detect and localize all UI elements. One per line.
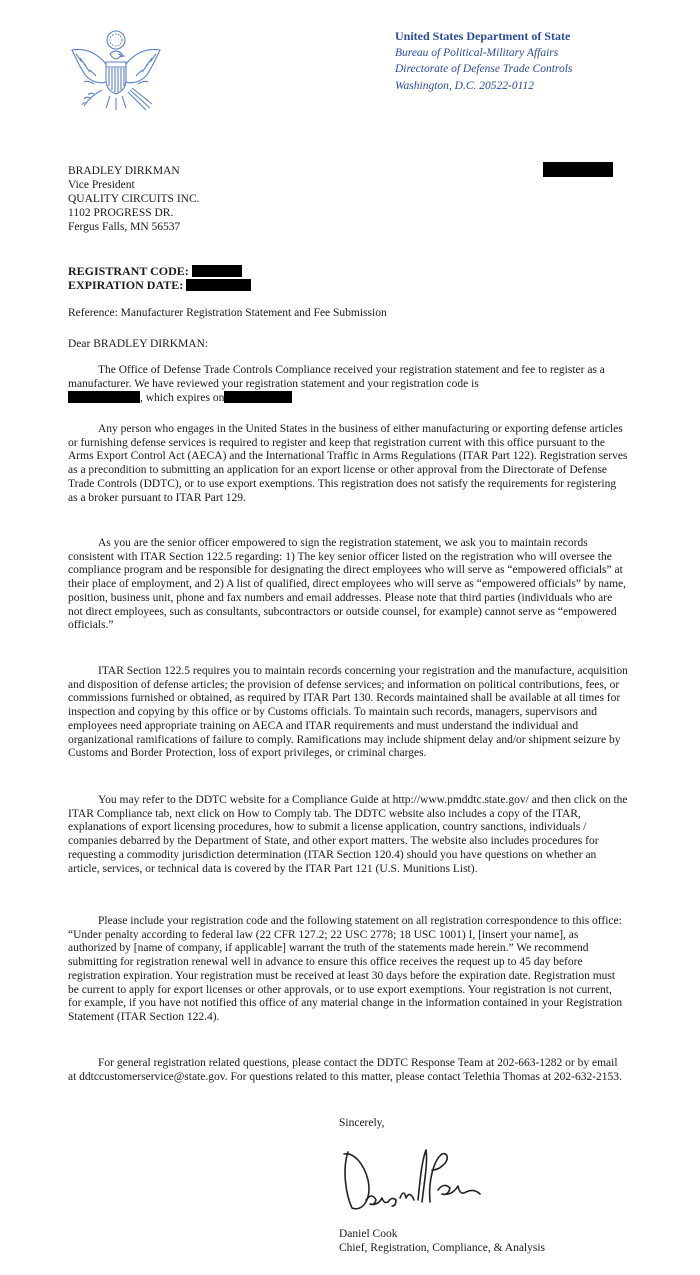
redacted-expiry [224, 391, 292, 403]
paragraph-4-text: ITAR Section 122.5 requires you to maintain records concerning your registration and the manufacture, acquisition and disposition of defense articles; the provision of defense services; and information on political contributions, fees, or commissions furnished or obtained, as required by ITAR Part 130. Records maintained shall be available at all times for inspection and copying by this office or by Customs officials. To maintain such records, managers, supervisors and employees need appropriate training on AECA and ITAR requirements and must understand the individual and organizational ramifications of failure to comply. Ramifications may include shipment delay and/or shipment seizure by Customs and Border Protection, loss of export privileges, or criminal charges. [68, 665, 628, 760]
paragraph-6 [68, 915, 628, 1025]
registration-block [68, 264, 251, 292]
signer-block [339, 1227, 545, 1255]
paragraph-2-text: Any person who engages in the United States in the business of either manufacturing or exporting defense articles or furnishing defense services is required to register and keep that registration current with this office pursuant to the Arms Export Control Act (AECA) and the International Traffic in Arms Regulations (ITAR Part 122). Registration serves as a precondition to submitting an application for an export license or other approval from the Directorate of Defense Trade Controls (DDTC), or to use export exemptions. This registration does not satisfy the requirements for registering as a broker pursuant to ITAR Part 129. [68, 423, 628, 504]
paragraph-1-tail: , which expires on [140, 392, 225, 405]
great-seal-icon [66, 24, 166, 120]
expiration-date-label: EXPIRATION DATE: [68, 278, 184, 292]
paragraph-4 [68, 665, 628, 761]
redacted-registrant-code [192, 265, 242, 277]
registrant-code-label: REGISTRANT CODE: [68, 264, 189, 278]
recipient-company: QUALITY CIRCUITS INC. [68, 193, 200, 205]
redacted-expiration-date [186, 279, 251, 291]
recipient-address [68, 164, 200, 234]
signer-name: Daniel Cook [339, 1228, 398, 1240]
recipient-street: 1102 PROGRESS DR. [68, 207, 174, 219]
recipient-title: Vice President [68, 179, 135, 191]
paragraph-5-text: You may refer to the DDTC website for a Compliance Guide at http://www.pmddtc.state.gov/ and then click on the ITAR Compliance tab, next click on How to Comply tab. The DDTC website also includes a copy of the ITAR, explanations of export licensing procedures, how to submit a license application, country sanctions, individuals / companies debarred by the Department of State, and other export matters. The website also includes procedures for requesting a commodity jurisdiction determination (ITAR Section 120.4) should you have questions on whether an article, services, or technical data is covered by the ITAR Part 121 (U.S. Munitions List). [68, 794, 628, 875]
paragraph-2 [68, 423, 628, 505]
paragraph-3 [68, 537, 628, 633]
closing: Sincerely, [339, 1117, 385, 1129]
recipient-name: BRADLEY DIRKMAN [68, 165, 180, 177]
handwritten-signature [338, 1140, 498, 1220]
paragraph-7 [68, 1057, 628, 1084]
paragraph-3-text: As you are the senior officer empowered to sign the registration statement, we ask you to maintain records consistent with ITAR Section 122.5 regarding: 1) The key senior officer listed on the registration who will oversee the compliance program and be responsible for designating the direct employees who will serve as “empowered officials” at their place of employment, and 2) A list of qualified, direct employees who will serve as “empowered officials” by name, position, business unit, phone and fax numbers and email addresses. Please note that third parties (individuals who are not direct employees, such as consultants, subcontractors or outside counsel, for example) cannot serve as “empowered officials.” [68, 537, 627, 632]
paragraph-5 [68, 794, 628, 876]
letterhead-city: Washington, D.C. 20522-0112 [395, 79, 534, 92]
paragraph-1 [68, 364, 628, 406]
reference-line: Reference: Manufacturer Registration Statement and Fee Submission [68, 307, 387, 319]
paragraph-1-text: The Office of Defense Trade Controls Compliance received your registration statement and fee to register as a manufacturer. We have reviewed your registration statement and your registration code is [68, 364, 605, 390]
paragraph-7-text: For general registration related questions, please contact the DDTC Response Team at 202-663-1282 or by email at ddtccustomerservice@state.gov. For questions related to this matter, please contact Telethia Thomas at 202-632-2153. [68, 1057, 622, 1083]
signer-title: Chief, Registration, Compliance, & Analysis [339, 1242, 546, 1254]
recipient-city: Fergus Falls, MN 56537 [68, 221, 181, 233]
letterhead [395, 28, 572, 94]
bureau-name: Bureau of Political-Military Affairs [395, 46, 559, 59]
department-name: United States Department of State [395, 29, 571, 43]
redacted-date [543, 162, 613, 177]
redacted-registration-code [68, 391, 140, 403]
directorate-name: Directorate of Defense Trade Controls [395, 63, 573, 75]
salutation: Dear BRADLEY DIRKMAN: [68, 338, 209, 350]
paragraph-6-text: Please include your registration code and the following statement on all registration correspondence to this office: “Under penalty according to federal law (22 CFR 127.2; 22 USC 2778; 18 USC 1001) I, [insert your name], as authorized by [name of company, if applicable] warrant the truth of the statements made herein.” We recommend submitting for registration renewal well in advance to ensure this office receives the request up to 45 day before registration expiration. Your registration must be received at least 30 days before the expiration date. Registration must be current to apply for export licenses or other approvals, or to use export exemptions. Your registration is not current, for example, if you have not notified this office of any material change in the information contained in your Registration Statement (ITAR Section 122.4). [68, 915, 623, 1023]
